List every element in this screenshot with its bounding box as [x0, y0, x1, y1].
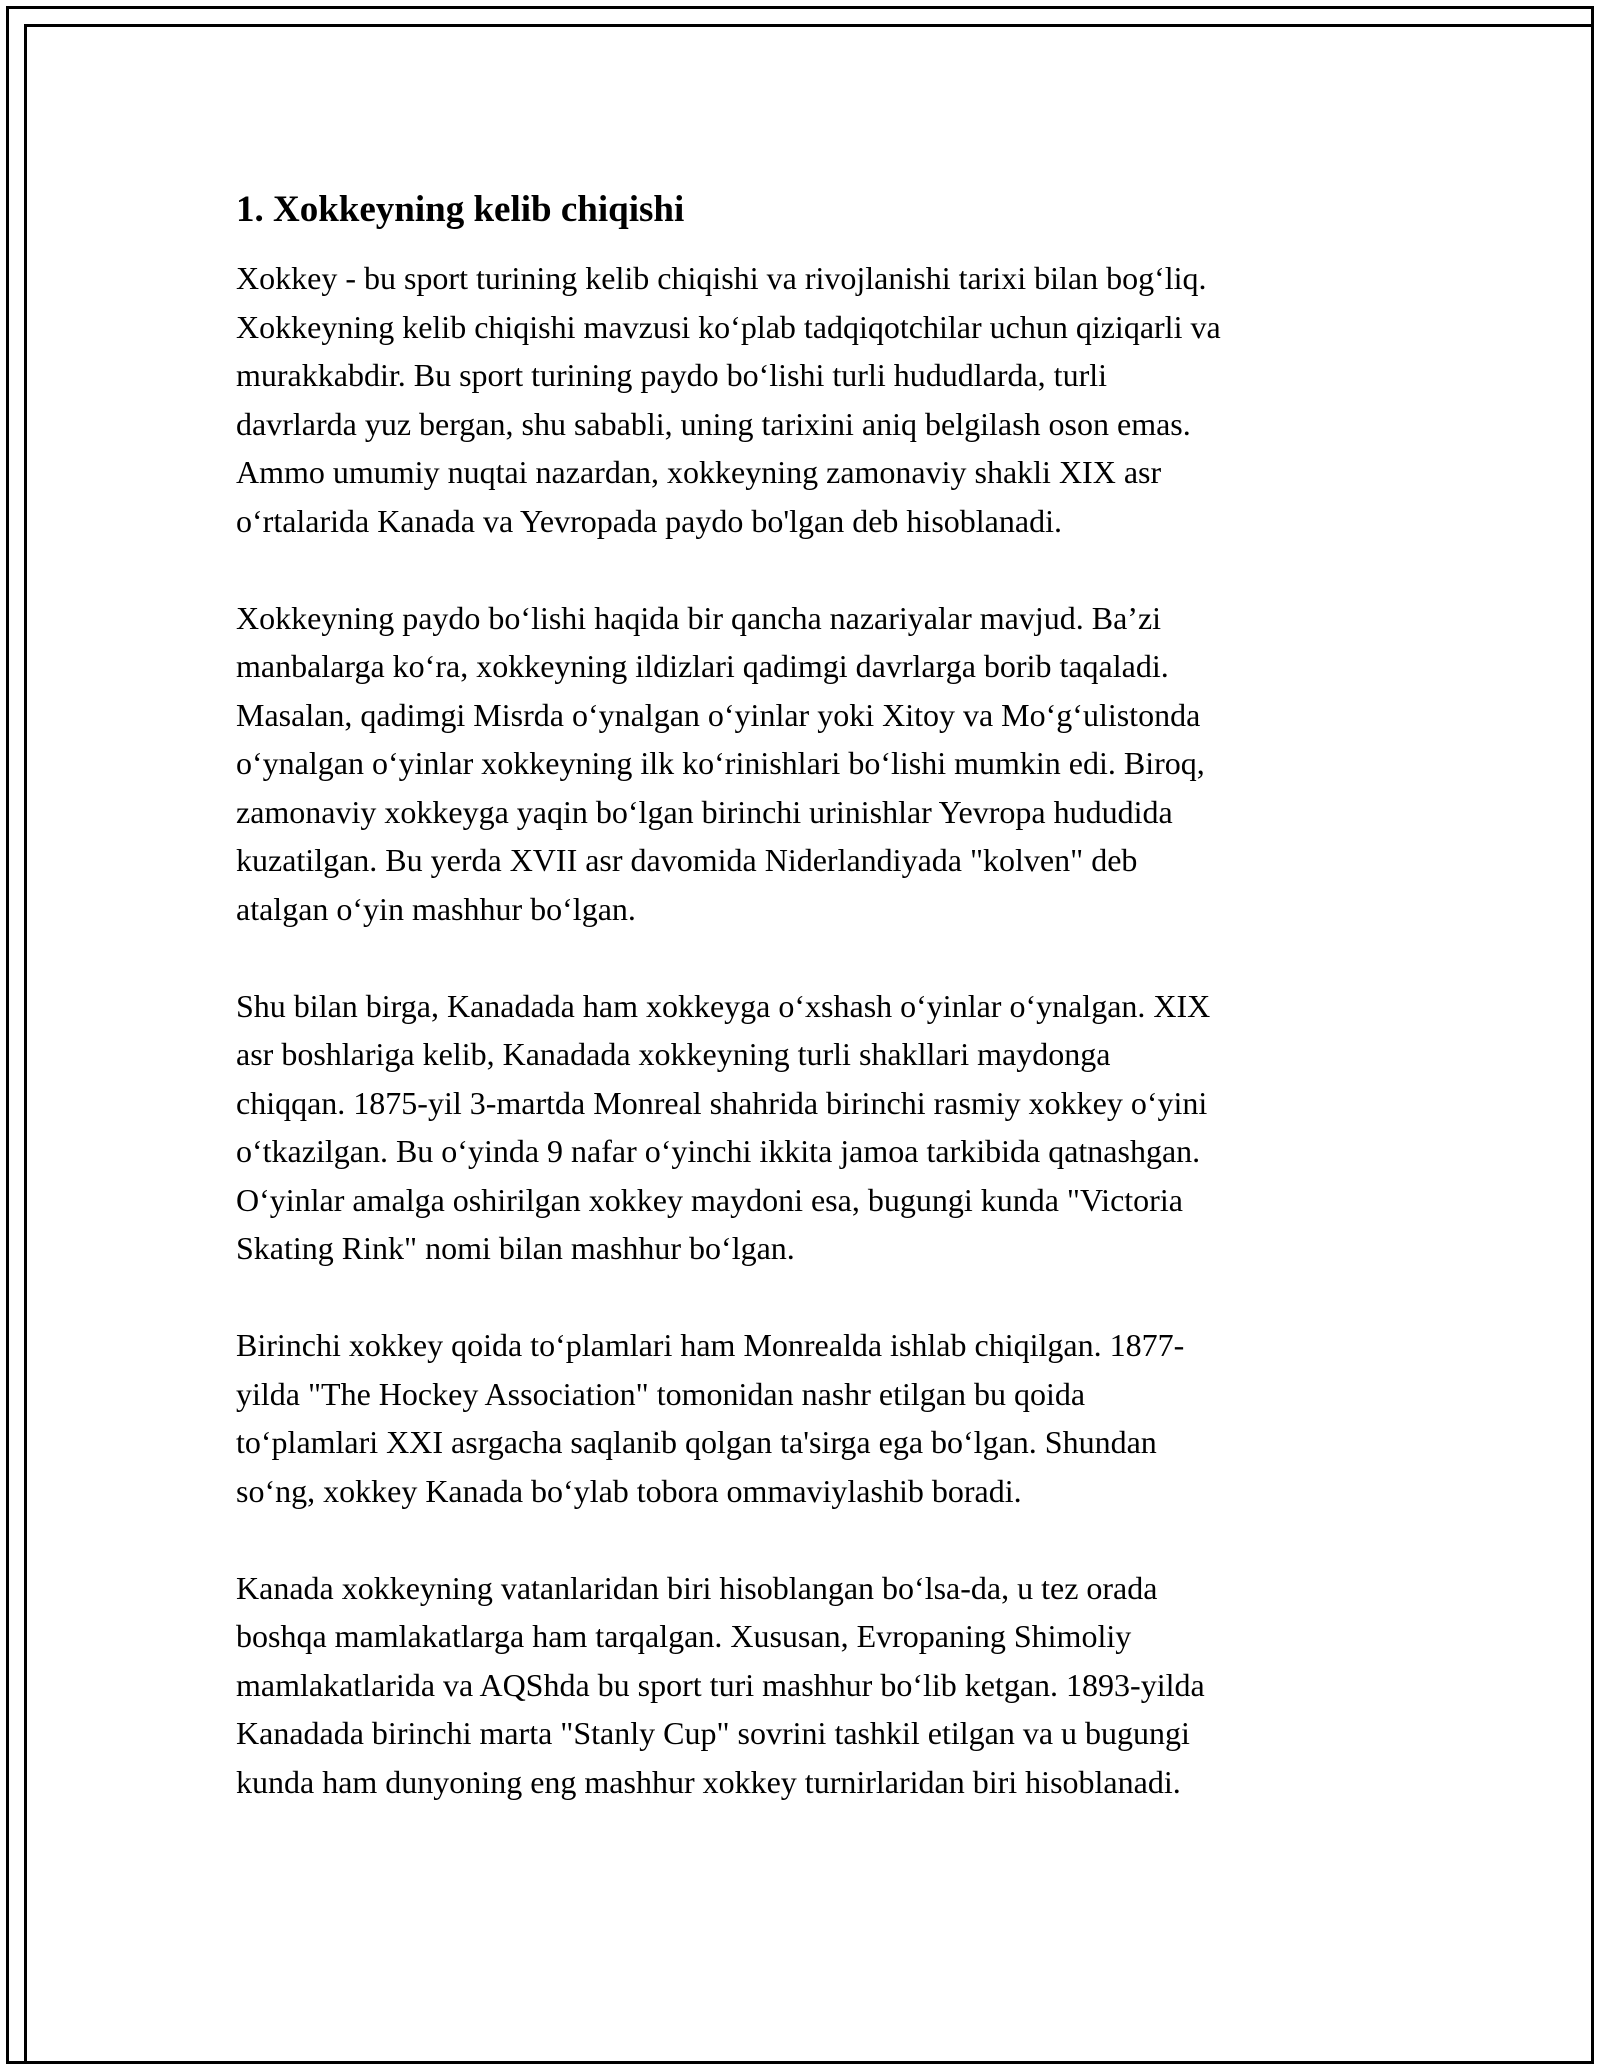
paragraph-3 [236, 982, 1376, 1273]
section-heading: 1. Xokkeyning kelib chiqishi [236, 189, 685, 230]
text-line: o‘ynalgan o‘yinlar xokkeyning ilk ko‘rinishlari bo‘lishi mumkin edi. Biroq, [236, 745, 1205, 781]
text-line: atalgan o‘yin mashhur bo‘lgan. [236, 890, 636, 927]
text-line: Xokkeyning paydo bo‘lishi haqida bir qancha nazariyalar mavjud. Ba’zi [236, 599, 1162, 636]
text-line: Ammo umumiy nuqtai nazardan, xokkeyning zamonaviy shakli XIX asr [236, 454, 1162, 490]
text-line: o‘rtalarida Kanada va Yevropada paydo bo'lgan deb hisoblanadi. [236, 502, 1062, 539]
text-line: manbalarga ko‘ra, xokkeyning ildizlari qadimgi davrlarga borib taqaladi. [236, 648, 1169, 684]
text-line: zamonaviy xokkeyga yaqin bo‘lgan birinchi urinishlar Yevropa hududida [236, 793, 1173, 830]
text-line: Skating Rink" nomi bilan mashhur bo‘lgan. [236, 1230, 795, 1266]
paragraph-1 [236, 254, 1376, 545]
text-line: O‘yinlar amalga oshirilgan xokkey maydoni esa, bugungi kunda "Victoria [236, 1181, 1183, 1218]
text-line: mamlakatlarida va AQShda bu sport turi mashhur bo‘lib ketgan. 1893-yilda [236, 1666, 1205, 1703]
text-line: so‘ng, xokkey Kanada bo‘ylab tobora ommaviylashib boradi. [236, 1472, 1022, 1509]
text-line: kuzatilgan. Bu yerda XVII asr davomida Niderlandiyada "kolven" deb [236, 842, 1138, 878]
text-line: Kanada xokkeyning vatanlaridan biri hisoblangan bo‘lsa-da, u tez orada [236, 1569, 1158, 1606]
text-line: kunda ham dunyoning eng mashhur xokkey turnirlaridan biri hisoblanadi. [236, 1763, 1181, 1800]
text-line: boshqa mamlakatlarga ham tarqalgan. Xususan, Evropaning Shimoliy [236, 1618, 1132, 1654]
text-line: chiqqan. 1875-yil 3-martda Monreal shahrida birinchi rasmiy xokkey o‘yini [236, 1084, 1208, 1121]
paragraph-2 [236, 594, 1376, 934]
text-line: Xokkeyning kelib chiqishi mavzusi ko‘plab tadqiqotchilar uchun qiziqarli va [236, 308, 1221, 345]
text-line: murakkabdir. Bu sport turining paydo bo‘lishi turli hududlarda, turli [236, 357, 1107, 393]
text-line: asr boshlariga kelib, Kanadada xokkeyning turli shakllari maydonga [236, 1036, 1111, 1072]
paragraph-5 [236, 1564, 1376, 1807]
text-line: davrlarda yuz bergan, shu sababli, uning tarixini aniq belgilash oson emas. [236, 405, 1191, 442]
text-line: Shu bilan birga, Kanadada ham xokkeyga o‘xshash o‘yinlar o‘ynalgan. XIX [236, 987, 1211, 1024]
text-line: to‘plamlari XXI asrgacha saqlanib qolgan ta'sirga ega bo‘lgan. Shundan [236, 1424, 1157, 1460]
document-body [236, 186, 1376, 1855]
text-line: yilda "The Hockey Association" tomonidan nashr etilgan bu qoida [236, 1375, 1086, 1412]
text-line: Masalan, qadimgi Misrda o‘ynalgan o‘yinlar yoki Xitoy va Mo‘g‘ulistonda [236, 696, 1201, 733]
paragraph-4 [236, 1321, 1376, 1515]
text-line: o‘tkazilgan. Bu o‘yinda 9 nafar o‘yinchi ikkita jamoa tarkibida qatnashgan. [236, 1133, 1201, 1169]
text-line: Kanadada birinchi marta "Stanly Cup" sovrini tashkil etilgan va u bugungi [236, 1715, 1190, 1751]
text-line: Birinchi xokkey qoida to‘plamlari ham Monrealda ishlab chiqilgan. 1877- [236, 1327, 1185, 1363]
text-line: Xokkey - bu sport turining kelib chiqishi va rivojlanishi tarixi bilan bog‘liq. [236, 260, 1207, 296]
